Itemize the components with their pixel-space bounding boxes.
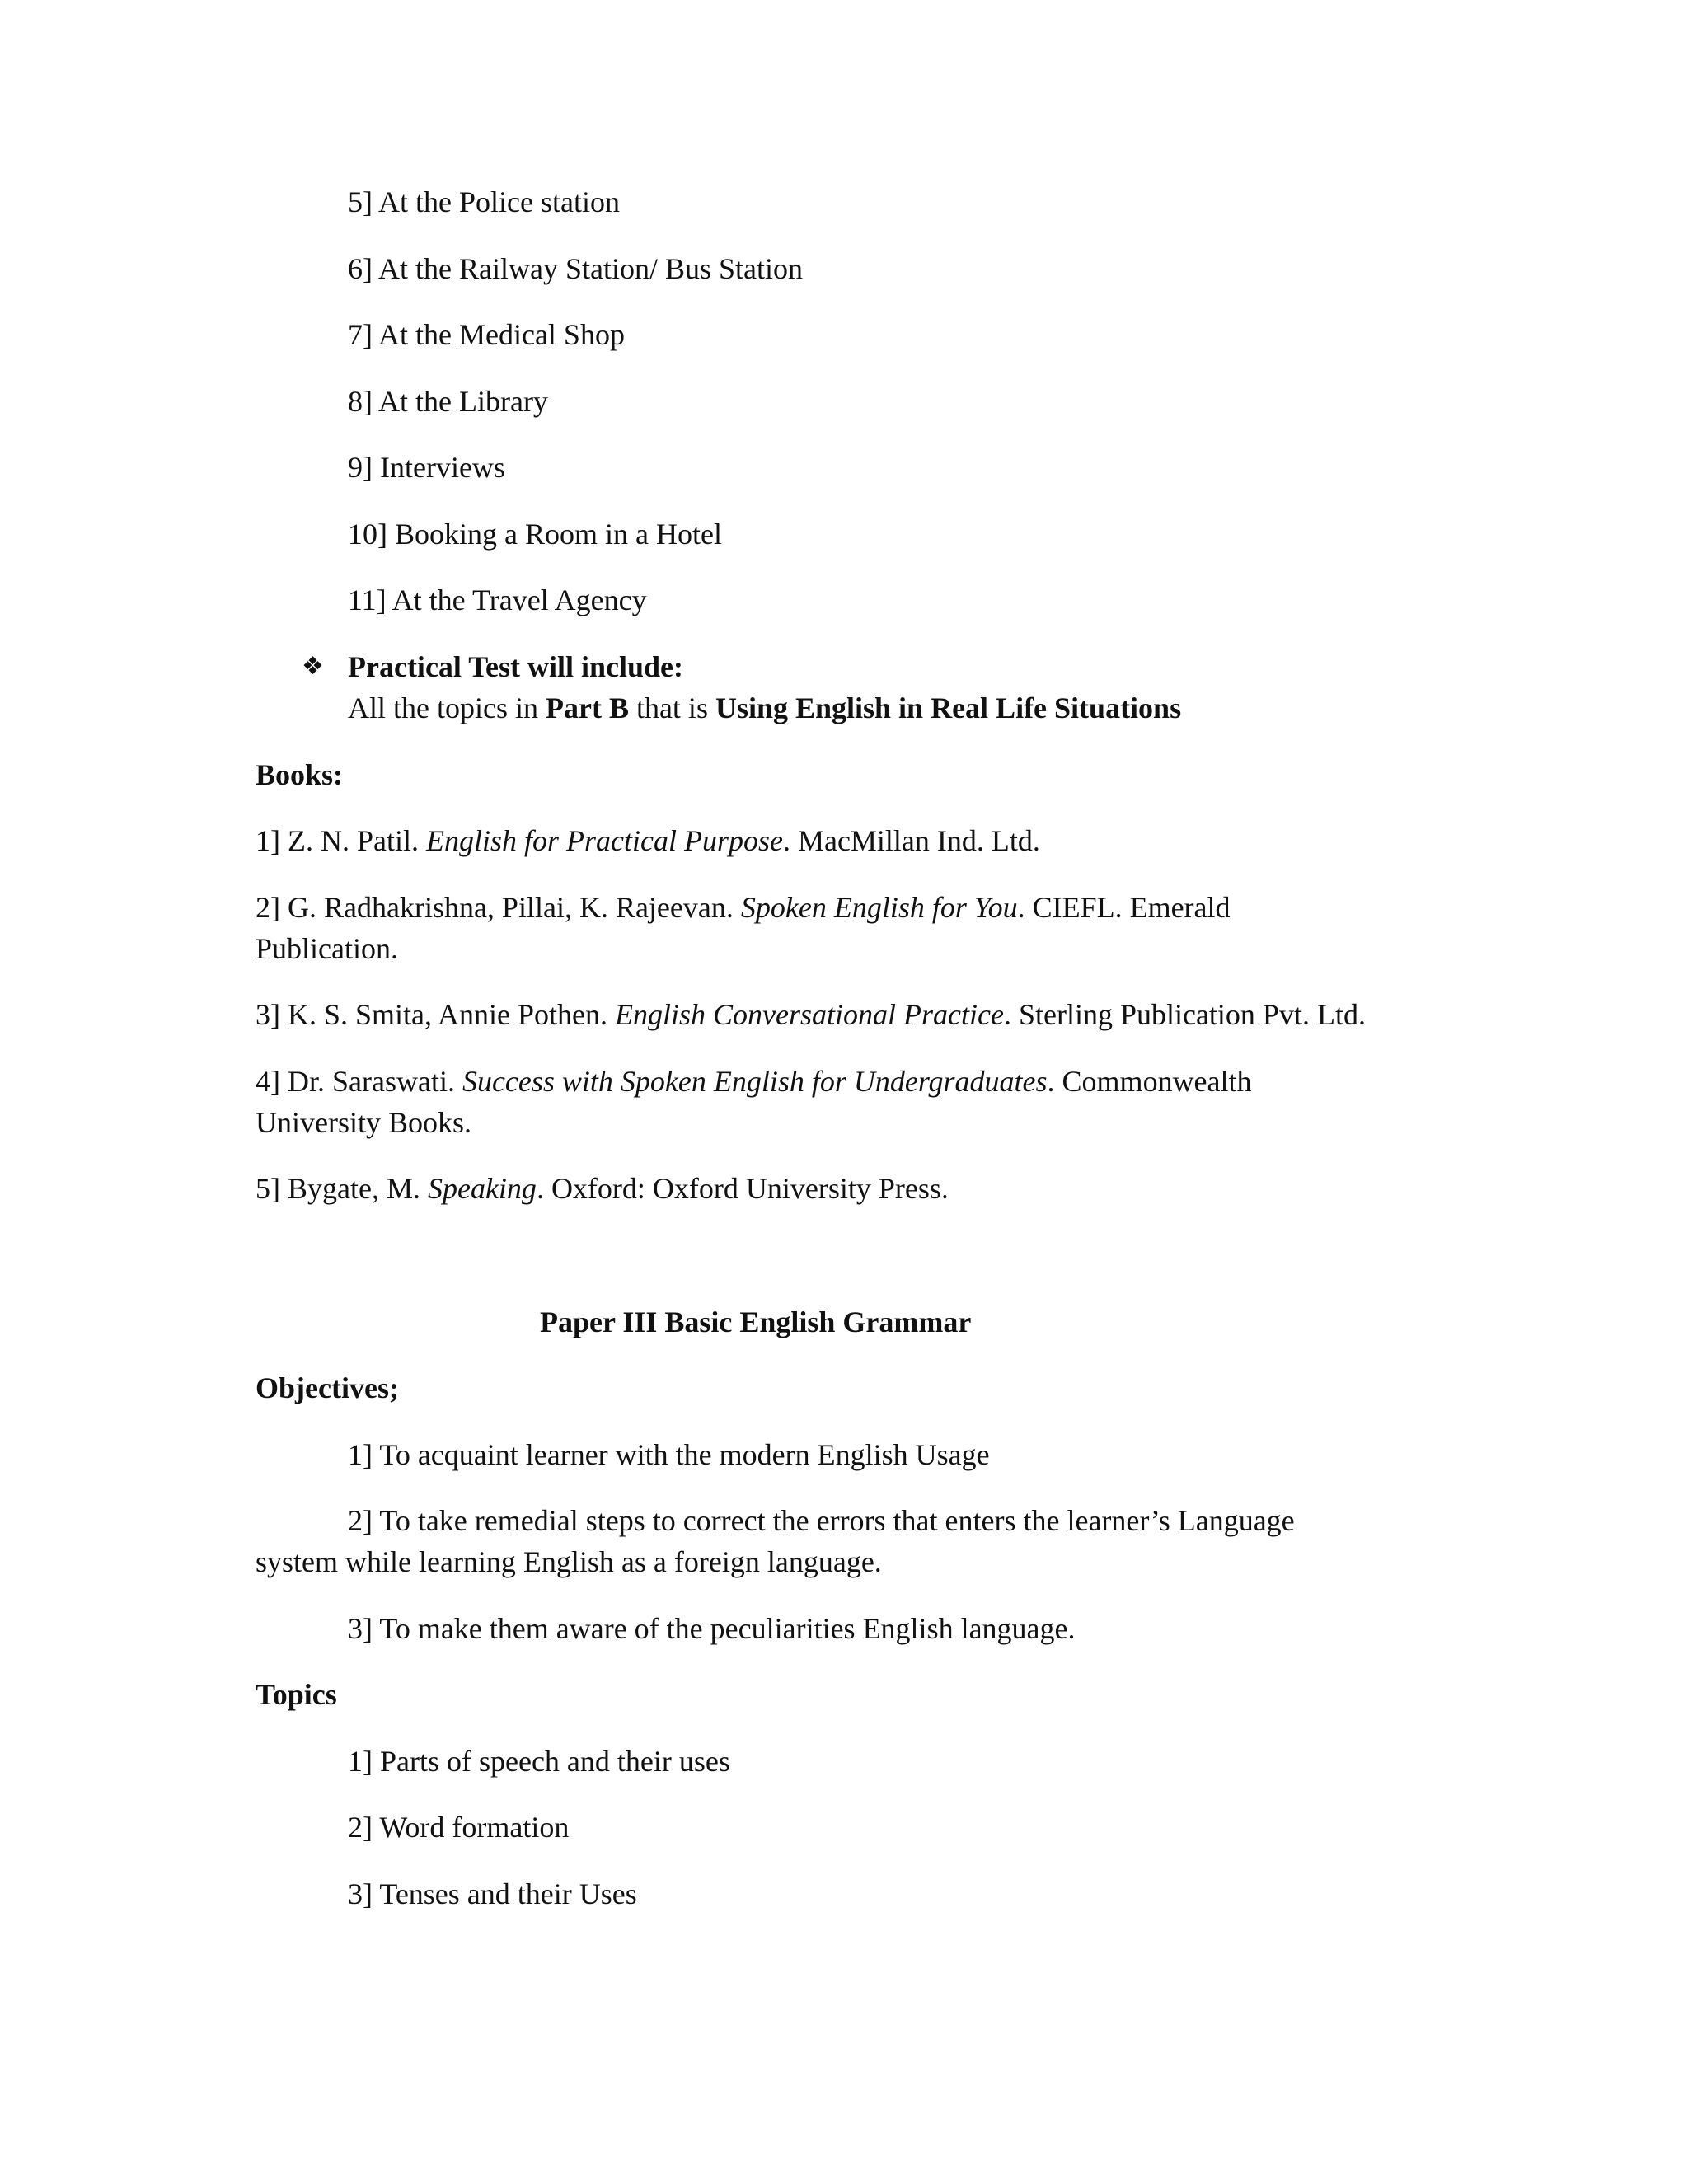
book-entry-continuation: University Books. [256, 1106, 472, 1139]
book-title: Spoken English for You [740, 891, 1018, 924]
book-publisher: . Oxford: Oxford University Press. [536, 1172, 949, 1205]
list-item: 7] At the Medical Shop [348, 318, 625, 351]
topic-item: 3] Tenses and their Uses [348, 1877, 637, 1910]
book-author: 1] Z. N. Patil. [256, 824, 426, 857]
topic-item: 1] Parts of speech and their uses [348, 1745, 730, 1778]
objective-item-continuation: system while learning English as a foreign language. [256, 1545, 882, 1578]
list-item: 8] At the Library [348, 385, 548, 418]
objective-item: 2] To take remedial steps to correct the errors that enters the learner’s Language [348, 1504, 1295, 1537]
objective-item: 3] To make them aware of the peculiarities English language. [348, 1612, 1076, 1645]
objectives-heading: Objectives; [256, 1371, 399, 1404]
book-entry [256, 994, 1366, 1035]
book-author: 3] K. S. Smita, Annie Pothen. [256, 998, 616, 1031]
book-entry [256, 1168, 949, 1209]
book-publisher: . Sterling Publication Pvt. Ltd. [1003, 998, 1366, 1031]
practical-line-pre: All the topics in [348, 691, 546, 724]
book-publisher: . Commonwealth [1047, 1065, 1252, 1098]
topic-item: 2] Word formation [348, 1811, 570, 1844]
practical-line-mid: that is [628, 691, 715, 724]
practical-line-part: Part B [545, 691, 629, 724]
books-heading: Books: [256, 758, 344, 791]
list-item: 6] At the Railway Station/ Bus Station [348, 252, 803, 285]
book-title: English for Practical Purpose [425, 824, 783, 857]
book-title: Speaking [427, 1172, 537, 1205]
book-author: 5] Bygate, M. [256, 1172, 428, 1205]
practical-test-heading: Practical Test will include: [348, 650, 683, 683]
topics-heading: Topics [256, 1678, 337, 1711]
list-item: 5] At the Police station [348, 185, 620, 218]
book-entry [256, 887, 1231, 928]
list-item: 10] Booking a Room in a Hotel [348, 518, 722, 551]
paper-title: Paper III Basic English Grammar [540, 1305, 972, 1338]
objective-item: 1] To acquaint learner with the modern English Usage [348, 1438, 990, 1471]
book-entry [256, 820, 1040, 861]
list-item: 9] Interviews [348, 451, 505, 484]
practical-line-topic: Using English in Real Life Situations [715, 691, 1182, 724]
book-publisher: . MacMillan Ind. Ltd. [782, 824, 1040, 857]
diamond-bullet-icon: ❖ [302, 652, 324, 681]
list-item: 11] At the Travel Agency [348, 583, 647, 616]
book-publisher: . CIEFL. Emerald [1017, 891, 1231, 924]
book-author: 4] Dr. Saraswati. [256, 1065, 462, 1098]
practical-test-description [348, 687, 1181, 729]
book-title: Success with Spoken English for Undergraduates [462, 1065, 1048, 1098]
book-entry [256, 1061, 1252, 1102]
book-title: English Conversational Practice [615, 998, 1004, 1031]
book-entry-continuation: Publication. [256, 932, 398, 965]
book-author: 2] G. Radhakrishna, Pillai, K. Rajeevan. [256, 891, 741, 924]
